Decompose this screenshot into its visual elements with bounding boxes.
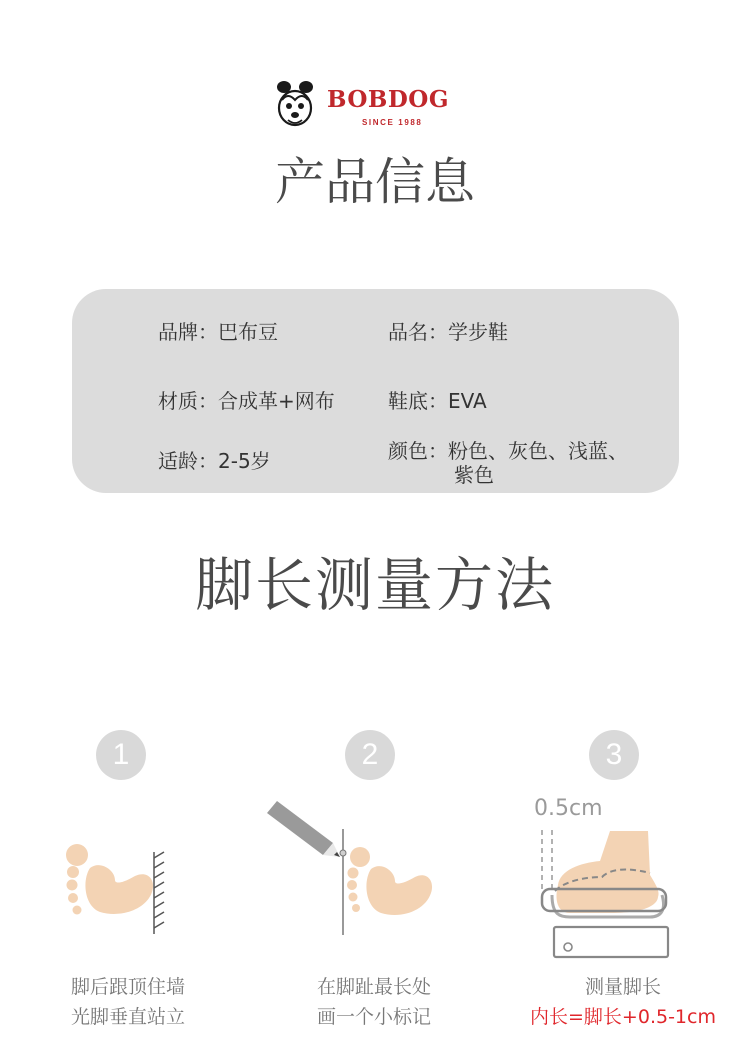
product-name-label: 品名：: [388, 320, 448, 344]
step-2-badge: 2: [345, 730, 395, 780]
section-title-foot-measure: 脚长测量方法: [194, 551, 555, 619]
bobdog-logo-icon: [270, 78, 322, 134]
brand-value: 巴布豆: [218, 320, 278, 344]
ruler-icon: [554, 927, 668, 957]
step-2-line1: 在脚趾最长处: [316, 976, 431, 998]
product-name-field: [388, 320, 508, 344]
wall-icon: [154, 852, 164, 934]
age-label: 适龄：: [158, 449, 218, 473]
sole-label: 鞋底：: [388, 389, 448, 413]
step-2-illustration: [255, 795, 445, 940]
step-3-line2: 内长=脚长+0.5-1cm: [530, 1006, 716, 1028]
pencil-icon: [267, 801, 340, 857]
color-value-line1: 粉色、灰色、浅蓝、: [448, 439, 628, 463]
step-3-caption: [498, 972, 748, 1032]
product-name-value: 学步鞋: [448, 320, 508, 344]
brand-since: SINCE 1988: [362, 118, 423, 127]
sole-value: EVA: [448, 389, 487, 413]
step-1-illustration: [60, 840, 180, 940]
material-field: [158, 389, 335, 413]
age-value: 2-5岁: [218, 449, 271, 473]
measure-label: 0.5cm: [534, 796, 603, 821]
step-3-line1: 测量脚长: [584, 976, 661, 998]
age-field: [158, 449, 271, 473]
step-2-line2: 画一个小标记: [316, 1006, 431, 1028]
step-3-badge: 3: [589, 730, 639, 780]
foot-icon: [66, 844, 153, 915]
color-value-line2: 紫色: [454, 463, 494, 487]
material-label: 材质：: [158, 389, 218, 413]
foot-icon: [347, 847, 432, 915]
step-1-line1: 脚后跟顶住墙: [70, 976, 185, 998]
step-3-illustration: [530, 825, 675, 960]
brand-label: 品牌：: [158, 320, 218, 344]
brand-logo: [270, 78, 480, 134]
color-label: 颜色：: [388, 439, 448, 463]
brand-field: [158, 320, 278, 344]
brand-name: BOBDOG: [327, 86, 449, 113]
product-info-card: [72, 289, 679, 493]
step-1-caption: [3, 972, 253, 1032]
step-2-caption: [249, 972, 499, 1032]
step-1-line2: 光脚垂直站立: [70, 1006, 185, 1028]
shoe-icon: [542, 830, 666, 917]
material-value: 合成革+网布: [218, 389, 335, 413]
sole-field: [388, 389, 487, 413]
section-title-product-info: 产品信息: [275, 153, 475, 211]
step-1-badge: 1: [96, 730, 146, 780]
color-field: [388, 439, 628, 487]
